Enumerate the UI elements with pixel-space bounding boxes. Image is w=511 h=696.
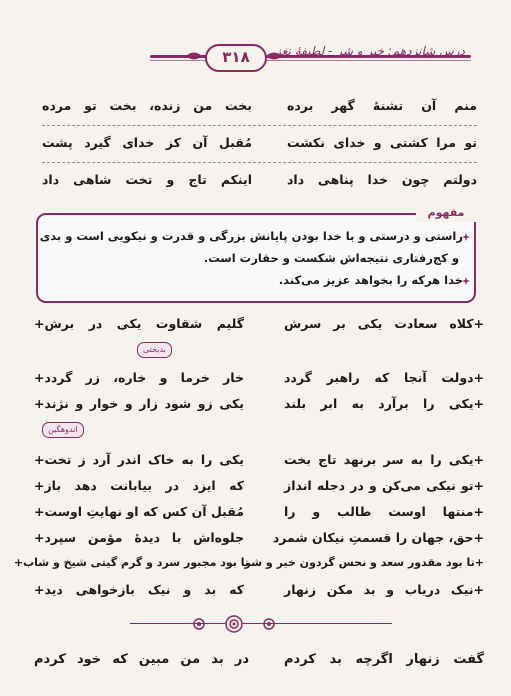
hemistich-left: که بد و نیک بازخواهی دید+ (34, 582, 244, 597)
hemistich-right: +یکی را به سر برنهد تاج بخت (284, 452, 484, 467)
verse-bottom (34, 652, 484, 674)
verse-3 (34, 396, 484, 418)
verse-top-3 (42, 172, 477, 194)
hemistich-left: بخت من زنده، بخت تو مرده (42, 98, 252, 113)
hemistich-left: که ایزد در بیابانت دهد باز+ (34, 478, 244, 493)
chapter-title: درس شانزدهم: خیر و شر - لطیفهٔ نغز (275, 44, 465, 58)
verse-top-1 (42, 98, 477, 120)
verse-9 (34, 582, 484, 604)
hemistich-left: مُقبل آن کز خدای گیرد پشت (42, 135, 252, 150)
leaf-ornament-icon (186, 49, 202, 63)
hemistich-right: +منتها اوست طالب و را (284, 504, 484, 519)
page-number: ۳۱۸ (205, 44, 267, 72)
rosette-ornament-icon (224, 614, 244, 634)
verse-8 (13, 556, 484, 578)
hemistich-right: منم آن تشنهٔ گهر برده (287, 98, 477, 113)
hemistich-left: یکی زو شود زار و خوار و نژند+ (34, 396, 244, 411)
hemistich-right: +نیک دریاب و بد مکن زنهار (284, 582, 484, 597)
gloss-badge: بدبختی (137, 342, 172, 358)
hemistich-left: یکی را به خاک اندر آرد ز تخت+ (34, 452, 244, 467)
verse-7 (34, 530, 484, 552)
hemistich-right: +حق، جهان را قسمتِ نیکان شمرد (272, 530, 484, 545)
flower-ornament-icon (192, 617, 206, 631)
verse-2 (34, 370, 484, 392)
verse-4 (34, 452, 484, 474)
concept-line-2: و کج‌رفتاری نتیجه‌اش شکست و حقارت است. (203, 251, 459, 265)
hemistich-left: در بد من مبین که خود کردم (34, 652, 249, 667)
dashed-separator (42, 125, 477, 126)
hemistich-left: مُقبل آن کس که او نهایتِ اوست+ (34, 504, 244, 519)
hemistich-right: گفت زنهار اگرچه بد کردم (284, 652, 484, 667)
dashed-separator (42, 162, 477, 163)
concept-line-3: خدا هرکه را بخواهد عزیز می‌کند. (278, 273, 463, 287)
concept-line-1: راستی و درستی و با خدا بودن پایانش بزرگی و قدرت و نیکویی است و بدی (39, 229, 463, 243)
star-bullet-icon (462, 233, 470, 241)
hemistich-left: تا بود مجبور سرد و گرم گیتی شیخ و شاب+ (13, 556, 249, 569)
hemistich-right: +تا بود مقدور سعد و نحس گردون خیر و شر (244, 556, 484, 569)
verse-5 (34, 478, 484, 500)
hemistich-right: +دولت آنجا که راهبر گردد (284, 370, 484, 385)
gloss-badge: اندوهگین (42, 422, 84, 438)
verse-top-2 (42, 135, 477, 157)
star-bullet-icon (462, 277, 470, 285)
hemistich-right: +کلاه سعادت یکی بر سرش (284, 316, 484, 331)
hemistich-left: گلیم شقاوت یکی در برش+ (34, 316, 244, 331)
hemistich-right: +یکی را برآرد به ابر بلند (284, 396, 484, 411)
flower-ornament-icon (262, 617, 276, 631)
concept-label: مفهوم (416, 206, 476, 222)
ornament-rule (130, 623, 392, 624)
hemistich-right: دولتم چون خدا پناهی داد (287, 172, 477, 187)
verse-6 (34, 504, 484, 526)
hemistich-right: +تو نیکی می‌کن و در دجله انداز (284, 478, 484, 493)
hemistich-right: تو مرا کشتی و خدای نکشت (287, 135, 477, 150)
hemistich-left: اینکم تاج و تخت شاهی داد (42, 172, 252, 187)
hemistich-left: جلوه‌اش با دیدهٔ مؤمن سپرد+ (34, 530, 244, 545)
hemistich-left: خار خرما و خاره، زر گردد+ (34, 370, 244, 385)
verse-1 (34, 316, 484, 338)
